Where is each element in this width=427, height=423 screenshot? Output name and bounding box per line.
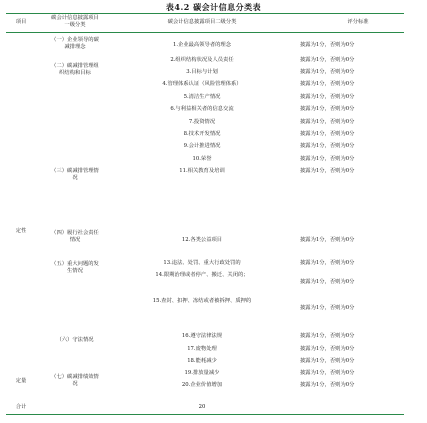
criteria-cell: 披露为1分，否则为0分 bbox=[300, 305, 355, 311]
level2-item: 1.企业最高领导者的理念 bbox=[172, 42, 232, 48]
header-criteria: 评分标准 bbox=[347, 19, 369, 25]
criteria-cell: 披露为1分，否则为0分 bbox=[300, 57, 355, 63]
level2-item: 15.查封、扣押、冻结或者被拆押、质押的 bbox=[152, 298, 252, 304]
criteria-cell: 披露为1分，否则为0分 bbox=[300, 143, 355, 149]
header-level1: 碳会计信息披露项目一级分类 bbox=[51, 15, 99, 28]
level1-item: （一）企业领导的碳减排理念 bbox=[51, 37, 99, 50]
criteria-cell: 披露为1分，否则为0分 bbox=[300, 106, 355, 112]
level1-item: （四）履行社会责任情况 bbox=[51, 230, 99, 243]
level2-item: 2.组织结构状况及人员责任 bbox=[170, 57, 234, 63]
header-project: 项目 bbox=[15, 19, 27, 25]
criteria-cell: 披露为1分，否则为0分 bbox=[300, 119, 355, 125]
level1-item: （六）守法情况 bbox=[56, 337, 94, 343]
top-rule bbox=[6, 13, 404, 14]
criteria-cell: 披露为1分，否则为0分 bbox=[300, 279, 355, 285]
level2-item: 6.与利益相关者的信息交流 bbox=[170, 106, 234, 112]
project-qualitative: 定性 bbox=[15, 228, 27, 234]
criteria-cell: 披露为1分，否则为0分 bbox=[300, 382, 355, 388]
level2-item: 4.管理体系认证（风险管理体系） bbox=[162, 81, 242, 87]
total-value: 20 bbox=[198, 404, 206, 410]
criteria-cell: 披露为1分，否则为0分 bbox=[300, 131, 355, 137]
level2-item: 11.相关教育及培训 bbox=[179, 168, 225, 174]
level2-item: 7.投资情况 bbox=[188, 119, 216, 125]
level2-item: 12.各类公益项目 bbox=[181, 237, 223, 243]
level2-item: 17.废物处理 bbox=[187, 346, 217, 352]
bottom-rule bbox=[6, 414, 404, 415]
criteria-cell: 披露为1分，否则为0分 bbox=[300, 81, 355, 87]
level2-item: 10.荣誉 bbox=[192, 156, 212, 162]
level2-item: 9.会计推进情况 bbox=[183, 143, 221, 149]
level2-item: 16.遵守法律法规 bbox=[181, 333, 223, 339]
table-title: 表4.2 碳会计信息分类表 bbox=[165, 2, 262, 12]
level2-item: 13.违法、处罚、重大行政处罚的 bbox=[163, 260, 241, 266]
criteria-cell: 披露为1分，否则为0分 bbox=[300, 42, 355, 48]
level1-item: （二）碳减排管理组织结构和目标 bbox=[51, 63, 99, 76]
level2-item: 5.清洁生产情况 bbox=[183, 94, 221, 100]
criteria-cell: 披露为1分，否则为0分 bbox=[300, 94, 355, 100]
level2-item: 19.排放量减少 bbox=[184, 370, 220, 376]
criteria-cell: 披露为1分，否则为0分 bbox=[300, 358, 355, 364]
project-quantitative: 定量 bbox=[15, 378, 27, 384]
level1-item: （七）碳减排绩效情况 bbox=[51, 374, 99, 387]
header-rule bbox=[6, 32, 404, 33]
level1-item: （五）重大问题的发生情况 bbox=[51, 261, 99, 274]
level1-item: （三）碳减排管理情况 bbox=[51, 168, 99, 181]
level2-item: 20.企业价值增加 bbox=[181, 382, 223, 388]
criteria-cell: 披露为1分，否则为0分 bbox=[300, 69, 355, 75]
criteria-cell: 披露为1分，否则为0分 bbox=[300, 168, 355, 174]
level2-item: 18.能耗减少 bbox=[187, 358, 217, 364]
criteria-cell: 披露为1分，否则为0分 bbox=[300, 346, 355, 352]
level2-item: 14.限期治理或者停产、搬迁、关闭的； bbox=[155, 272, 249, 278]
criteria-cell: 披露为1分，否则为0分 bbox=[300, 156, 355, 162]
header-level2: 碳会计信息披露项目二级分类 bbox=[167, 19, 237, 25]
project-total: 合计 bbox=[15, 404, 27, 410]
criteria-cell: 披露为1分，否则为0分 bbox=[300, 333, 355, 339]
criteria-cell: 披露为1分，否则为0分 bbox=[300, 237, 355, 243]
criteria-cell: 披露为1分，否则为0分 bbox=[300, 370, 355, 376]
level2-item: 3.目标与计划 bbox=[186, 69, 218, 75]
level2-item: 8.技术开发情况 bbox=[183, 131, 221, 137]
criteria-cell: 披露为1分，否则为0分 bbox=[300, 260, 355, 266]
